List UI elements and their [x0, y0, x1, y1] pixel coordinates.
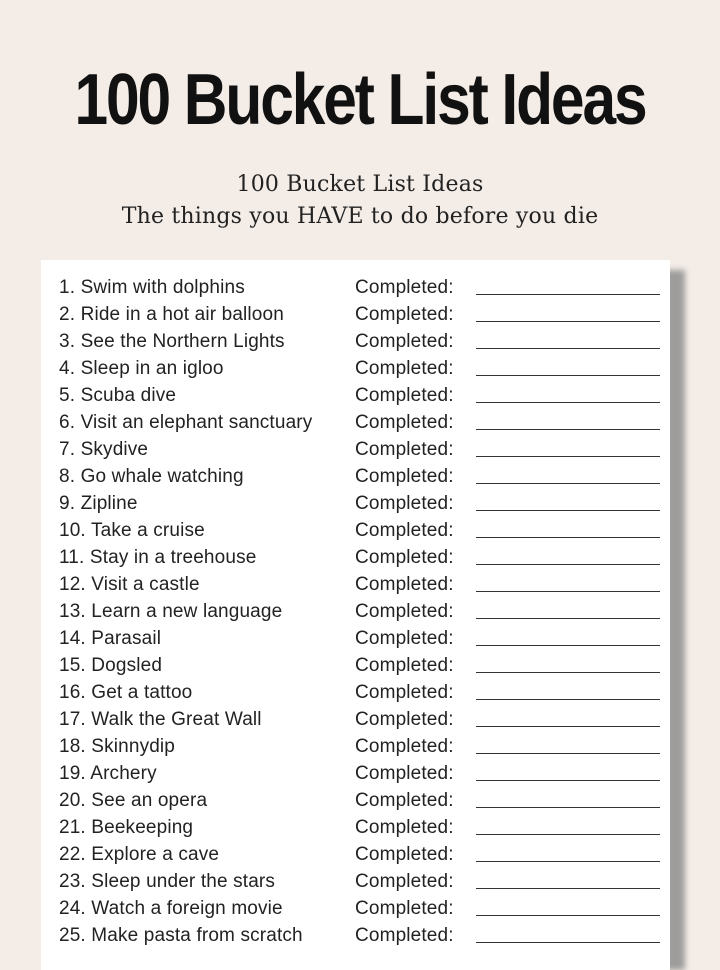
list-item-text: 21. Beekeeping: [59, 817, 194, 838]
list-item: [41, 382, 670, 409]
completion-line: [476, 564, 660, 565]
list-item: [41, 679, 670, 706]
completed-label: Completed:: [355, 520, 454, 541]
list-item-text: 15. Dogsled: [59, 655, 163, 676]
list-item: [41, 436, 670, 463]
list-item: [41, 544, 670, 571]
completion-line: [476, 834, 660, 835]
completed-label: Completed:: [355, 898, 454, 919]
list-item: [41, 787, 670, 814]
list-item-text: 23. Sleep under the stars: [59, 871, 276, 892]
list-item-text: 13. Learn a new language: [59, 601, 283, 622]
completion-line: [476, 537, 660, 538]
list-item: [41, 706, 670, 733]
completed-label: Completed:: [355, 574, 454, 595]
completion-line: [476, 375, 660, 376]
completion-line: [476, 348, 660, 349]
list-item: [41, 922, 670, 949]
completed-label: Completed:: [355, 601, 454, 622]
completion-line: [476, 483, 660, 484]
list-item-text: 2. Ride in a hot air balloon: [59, 304, 284, 325]
completed-label: Completed:: [355, 277, 454, 298]
completed-label: Completed:: [355, 844, 454, 865]
completed-label: Completed:: [355, 817, 454, 838]
completed-label: Completed:: [355, 493, 454, 514]
list-item-text: 22. Explore a cave: [59, 844, 220, 865]
list-item: [41, 301, 670, 328]
list-item-text: 10. Take a cruise: [59, 520, 205, 541]
list-item: [41, 814, 670, 841]
completion-line: [476, 672, 660, 673]
list-item-text: 1. Swim with dolphins: [59, 277, 245, 298]
completed-label: Completed:: [355, 331, 454, 352]
completed-label: Completed:: [355, 763, 454, 784]
completion-line: [476, 645, 660, 646]
completed-label: Completed:: [355, 790, 454, 811]
completion-line: [476, 726, 660, 727]
list-item: [41, 355, 670, 382]
completion-line: [476, 699, 660, 700]
list-item: [41, 625, 670, 652]
list-item-text: 24. Watch a foreign movie: [59, 898, 283, 919]
list-item: [41, 868, 670, 895]
completion-line: [476, 510, 660, 511]
list-item-text: 7. Skydive: [59, 439, 149, 460]
completion-line: [476, 942, 660, 943]
completion-line: [476, 456, 660, 457]
completed-label: Completed:: [355, 628, 454, 649]
subtitle-tagline: The things you HAVE to do before you die: [121, 204, 599, 229]
completion-line: [476, 618, 660, 619]
completed-label: Completed:: [355, 655, 454, 676]
list-item-text: 19. Archery: [59, 763, 157, 784]
list-item-text: 9. Zipline: [59, 493, 138, 514]
list-item-text: 14. Parasail: [59, 628, 162, 649]
list-item: [41, 571, 670, 598]
completion-line: [476, 429, 660, 430]
completed-label: Completed:: [355, 466, 454, 487]
completion-line: [476, 753, 660, 754]
list-item: [41, 463, 670, 490]
completed-label: Completed:: [355, 385, 454, 406]
completion-line: [476, 591, 660, 592]
list-item-text: 18. Skinnydip: [59, 736, 176, 757]
page-title: 100 Bucket List Ideas: [74, 60, 646, 140]
list-item-text: 17. Walk the Great Wall: [59, 709, 262, 730]
list-item: [41, 274, 670, 301]
list-item-text: 12. Visit a castle: [59, 574, 200, 595]
checklist-card: [41, 260, 670, 970]
completed-label: Completed:: [355, 871, 454, 892]
completed-label: Completed:: [355, 412, 454, 433]
completion-line: [476, 294, 660, 295]
list-item: [41, 598, 670, 625]
list-item: [41, 841, 670, 868]
completion-line: [476, 861, 660, 862]
list-item-text: 11. Stay in a treehouse: [59, 547, 257, 568]
completed-label: Completed:: [355, 358, 454, 379]
list-item: [41, 733, 670, 760]
checklist: [41, 274, 670, 949]
list-item: [41, 895, 670, 922]
completion-line: [476, 807, 660, 808]
completed-label: Completed:: [355, 304, 454, 325]
completion-line: [476, 915, 660, 916]
list-item-text: 16. Get a tattoo: [59, 682, 193, 703]
list-item: [41, 328, 670, 355]
list-item: [41, 409, 670, 436]
completed-label: Completed:: [355, 439, 454, 460]
list-item: [41, 652, 670, 679]
list-item-text: 25. Make pasta from scratch: [59, 925, 303, 946]
completed-label: Completed:: [355, 925, 454, 946]
completion-line: [476, 780, 660, 781]
completed-label: Completed:: [355, 709, 454, 730]
list-item: [41, 490, 670, 517]
completed-label: Completed:: [355, 547, 454, 568]
list-item: [41, 517, 670, 544]
list-item: [41, 760, 670, 787]
list-item-text: 6. Visit an elephant sanctuary: [59, 412, 313, 433]
list-item-text: 3. See the Northern Lights: [59, 331, 285, 352]
list-item-text: 4. Sleep in an igloo: [59, 358, 224, 379]
completion-line: [476, 321, 660, 322]
list-item-text: 20. See an opera: [59, 790, 208, 811]
list-item-text: 8. Go whale watching: [59, 466, 244, 487]
completed-label: Completed:: [355, 682, 454, 703]
completed-label: Completed:: [355, 736, 454, 757]
subtitle-heading: 100 Bucket List Ideas: [236, 172, 484, 197]
completion-line: [476, 402, 660, 403]
list-item-text: 5. Scuba dive: [59, 385, 177, 406]
completion-line: [476, 888, 660, 889]
